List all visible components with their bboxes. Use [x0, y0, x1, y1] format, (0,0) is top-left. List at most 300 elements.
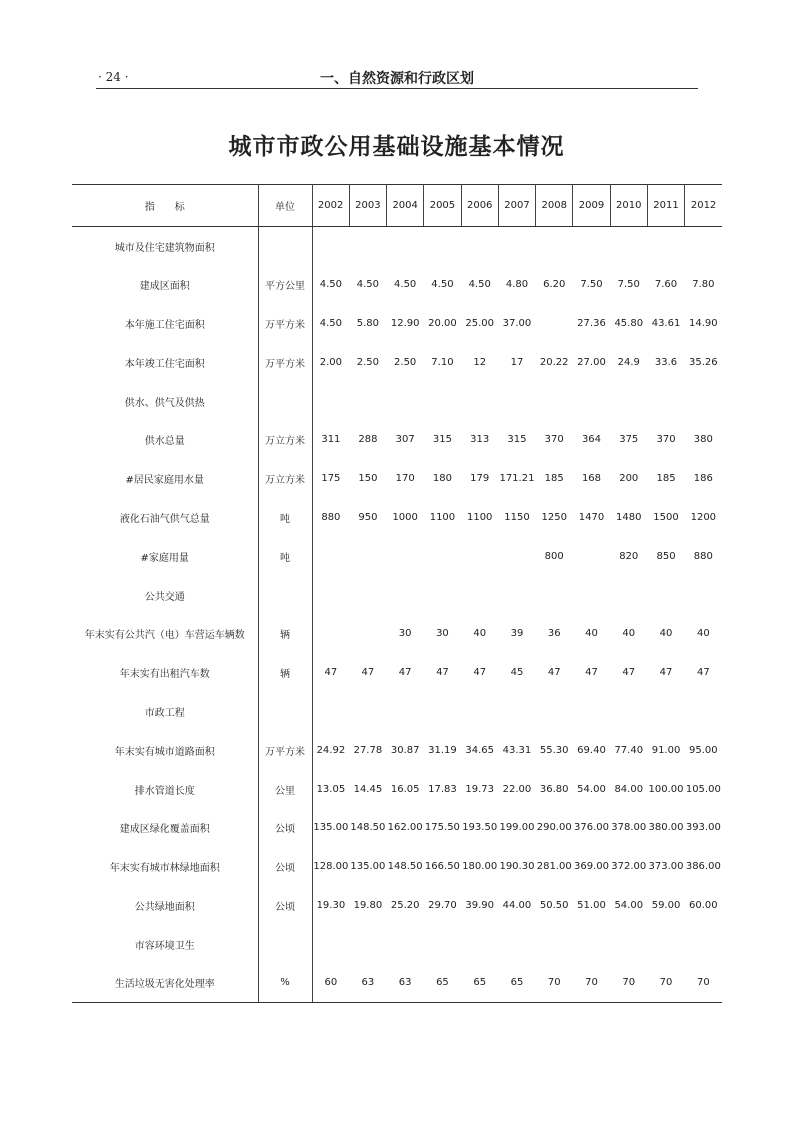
value-cell: 150: [358, 473, 378, 485]
value-cell: 313: [470, 434, 490, 446]
value-cell: 820: [619, 550, 639, 562]
value-cell: [573, 227, 610, 266]
page-number: · 24 ·: [98, 70, 129, 84]
value-cell: 380.00: [648, 822, 684, 834]
value-cell: 25.20: [390, 899, 420, 911]
value-cell: 17.83: [428, 783, 457, 795]
value-cell: [498, 925, 535, 964]
value-cell: 17: [510, 356, 524, 368]
value-cell: 54.00: [614, 899, 644, 911]
value-cell: [387, 576, 424, 615]
value-cell: 34.65: [465, 744, 495, 756]
value-cell: 84.00: [614, 783, 644, 795]
value-cell: [424, 692, 461, 731]
unit-cell: 万立方米: [258, 459, 312, 498]
value-cell: 30: [398, 628, 412, 640]
value-cell: 4.50: [356, 279, 380, 291]
value-cell: 1200: [690, 511, 717, 523]
category-label: 城市及住宅建筑物面积: [72, 227, 258, 266]
value-cell: [610, 692, 647, 731]
value-cell: 199.00: [499, 822, 535, 834]
table-row: [72, 343, 722, 382]
unit-cell: 吨: [258, 498, 312, 537]
value-cell: 24.92: [316, 744, 346, 756]
unit-cell: 万平方米: [258, 731, 312, 770]
unit-cell: 万平方米: [258, 304, 312, 343]
value-cell: [647, 925, 684, 964]
value-cell: 375: [619, 434, 639, 446]
value-cell: 60: [312, 964, 349, 1003]
value-cell: 36: [547, 628, 561, 640]
value-cell: 45.80: [614, 317, 644, 329]
value-cell: 44.00: [502, 899, 532, 911]
value-cell: [536, 692, 573, 731]
unit-cell: 公里: [258, 770, 312, 809]
value-cell: 20.22: [539, 356, 569, 368]
value-cell: 1150: [504, 511, 530, 523]
value-cell: 880: [693, 550, 713, 562]
category-label: 市政工程: [72, 692, 258, 731]
table-row: [72, 886, 722, 925]
value-cell: [647, 576, 684, 615]
value-cell: 40: [659, 628, 673, 640]
year-header: 2012: [685, 185, 722, 227]
value-cell: 19.80: [353, 899, 383, 911]
value-cell: [424, 925, 461, 964]
value-cell: 91.00: [651, 744, 681, 756]
indicator-header: 指 标: [72, 185, 258, 227]
value-cell: 7.10: [431, 356, 454, 368]
table-row: [72, 653, 722, 692]
value-cell: 47: [622, 667, 636, 679]
value-cell: 2.50: [356, 356, 380, 368]
value-cell: 51.00: [577, 899, 606, 911]
value-cell: [387, 227, 424, 266]
value-cell: [387, 692, 424, 731]
table-row: [72, 964, 722, 1003]
table-row: [72, 808, 722, 847]
value-cell: 69.40: [577, 744, 606, 756]
value-cell: 100.00: [648, 783, 684, 795]
value-cell: 2.00: [319, 356, 343, 368]
value-cell: 27.78: [353, 744, 383, 756]
value-cell: 166.50: [424, 861, 460, 873]
table-row: [72, 925, 722, 964]
value-cell: [647, 382, 684, 421]
indicator-label: 排水管道长度: [72, 770, 258, 809]
value-cell: [610, 227, 647, 266]
unit-cell: [258, 576, 312, 615]
value-cell: [573, 692, 610, 731]
year-header: 2005: [424, 185, 461, 227]
indicator-label: 建成区绿化覆盖面积: [72, 808, 258, 847]
value-cell: [387, 382, 424, 421]
value-cell: 370: [544, 434, 564, 446]
indicator-label: 年末实有城市道路面积: [72, 731, 258, 770]
table-row: [72, 227, 722, 266]
value-cell: 47: [324, 667, 338, 679]
category-label: 供水、供气及供热: [72, 382, 258, 421]
value-cell: 1480: [616, 511, 642, 523]
value-cell: 800: [544, 550, 564, 562]
value-cell: 22.00: [502, 783, 532, 795]
value-cell: 47: [436, 667, 449, 679]
unit-cell: [258, 227, 312, 266]
table-row: [72, 614, 722, 653]
value-cell: 186: [693, 473, 713, 485]
value-cell: [461, 537, 498, 576]
value-cell: 63: [349, 964, 386, 1003]
value-cell: [461, 692, 498, 731]
indicator-label: 建成区面积: [72, 265, 258, 304]
value-cell: [610, 382, 647, 421]
table-row: [72, 498, 722, 537]
value-cell: 386.00: [685, 861, 721, 873]
value-cell: 55.30: [539, 744, 569, 756]
value-cell: 7.80: [692, 279, 715, 291]
value-cell: 54.00: [577, 783, 606, 795]
value-cell: 376.00: [573, 822, 609, 834]
indicator-label: 年末实有公共汽（电）车营运车辆数: [72, 614, 258, 653]
value-cell: [498, 692, 535, 731]
year-header: 2011: [647, 185, 684, 227]
value-cell: [685, 227, 722, 266]
unit-cell: 辆: [258, 614, 312, 653]
value-cell: 200: [619, 473, 639, 485]
infrastructure-table: [72, 184, 722, 1003]
value-cell: 1500: [653, 511, 679, 523]
page-title: 城市市政公用基础设施基本情况: [228, 133, 565, 160]
value-cell: 373.00: [648, 861, 684, 873]
value-cell: 30.87: [390, 744, 420, 756]
value-cell: 45: [510, 667, 524, 679]
running-header: [96, 66, 698, 89]
value-cell: [424, 537, 461, 576]
value-cell: [685, 925, 722, 964]
year-header: 2003: [349, 185, 386, 227]
value-cell: [647, 227, 684, 266]
indicator-label: 液化石油气供气总量: [72, 498, 258, 537]
value-cell: [349, 576, 386, 615]
value-cell: [498, 576, 535, 615]
value-cell: 47: [398, 667, 412, 679]
value-cell: [536, 925, 573, 964]
value-cell: 950: [358, 511, 378, 523]
value-cell: 290.00: [536, 822, 572, 834]
value-cell: 179: [470, 473, 490, 485]
value-cell: 135.00: [350, 861, 386, 873]
value-cell: 39.90: [465, 899, 495, 911]
value-cell: [312, 614, 349, 653]
value-cell: 185: [656, 473, 676, 485]
value-cell: [536, 227, 573, 266]
value-cell: 7.50: [580, 279, 603, 291]
value-cell: 37.00: [502, 317, 532, 329]
value-cell: [349, 614, 386, 653]
value-cell: 95.00: [689, 744, 718, 756]
unit-cell: %: [258, 964, 312, 1003]
value-cell: 364: [581, 434, 602, 446]
table-row: [72, 692, 722, 731]
value-cell: 70: [573, 964, 610, 1003]
unit-cell: [258, 382, 312, 421]
value-cell: 14.45: [353, 783, 383, 795]
value-cell: 59.00: [651, 899, 681, 911]
value-cell: 25.00: [465, 317, 495, 329]
value-cell: 372.00: [611, 861, 647, 873]
value-cell: 12.90: [390, 317, 420, 329]
value-cell: 13.05: [316, 783, 346, 795]
unit-cell: 辆: [258, 653, 312, 692]
value-cell: [349, 537, 386, 576]
indicator-label: 公共绿地面积: [72, 886, 258, 925]
value-cell: 7.50: [617, 279, 640, 291]
value-cell: 47: [473, 667, 487, 679]
value-cell: [387, 537, 424, 576]
value-cell: 311: [321, 434, 341, 446]
value-cell: 39: [510, 628, 524, 640]
table-row: [72, 304, 722, 343]
value-cell: 190.30: [499, 861, 535, 873]
value-cell: 4.50: [394, 279, 417, 291]
value-cell: 47: [696, 667, 710, 679]
unit-header: 单位: [258, 185, 312, 227]
value-cell: 50.50: [539, 899, 569, 911]
value-cell: [685, 576, 722, 615]
value-cell: 40: [622, 628, 636, 640]
unit-cell: [258, 925, 312, 964]
value-cell: [424, 576, 461, 615]
value-cell: 135.00: [313, 822, 349, 834]
section-title: 一、自然资源和行政区划: [320, 71, 474, 87]
table-row: [72, 382, 722, 421]
value-cell: 380: [693, 434, 713, 446]
value-cell: 880: [321, 511, 341, 523]
value-cell: 2.50: [394, 356, 417, 368]
value-cell: 315: [507, 434, 527, 446]
value-cell: 378.00: [611, 822, 647, 834]
value-cell: [312, 537, 349, 576]
value-cell: 1100: [429, 511, 456, 523]
value-cell: 105.00: [685, 783, 721, 795]
unit-cell: 万立方米: [258, 420, 312, 459]
value-cell: [461, 925, 498, 964]
value-cell: 281.00: [536, 861, 572, 873]
value-cell: [498, 382, 535, 421]
value-cell: 19.73: [465, 783, 495, 795]
value-cell: 1000: [392, 511, 418, 523]
value-cell: 180.00: [462, 861, 498, 873]
unit-cell: 万平方米: [258, 343, 312, 382]
value-cell: 4.50: [468, 279, 491, 291]
table-row: [72, 537, 722, 576]
value-cell: [573, 537, 610, 576]
table-row: [72, 770, 722, 809]
indicator-label: #居民家庭用水量: [72, 459, 258, 498]
value-cell: [573, 576, 610, 615]
value-cell: 5.80: [356, 317, 380, 329]
year-header: 2006: [461, 185, 498, 227]
indicator-label: 本年竣工住宅面积: [72, 343, 258, 382]
value-cell: 315: [432, 434, 452, 446]
value-cell: 60.00: [689, 899, 718, 911]
value-cell: [498, 227, 535, 266]
value-cell: 1100: [466, 511, 493, 523]
unit-cell: 公顷: [258, 808, 312, 847]
value-cell: 193.50: [462, 822, 498, 834]
value-cell: 4.50: [431, 279, 454, 291]
indicator-label: 供水总量: [72, 420, 258, 459]
value-cell: 47: [361, 667, 375, 679]
value-cell: [685, 382, 722, 421]
value-cell: 70: [610, 964, 647, 1003]
value-cell: 19.30: [316, 899, 346, 911]
table-header-row: [72, 185, 722, 227]
value-cell: 1250: [541, 511, 567, 523]
indicator-label: 年末实有城市林绿地面积: [72, 847, 258, 886]
value-cell: 4.80: [505, 279, 529, 291]
value-cell: 168: [581, 473, 602, 485]
value-cell: [312, 925, 349, 964]
value-cell: [349, 227, 386, 266]
year-header: 2009: [573, 185, 610, 227]
value-cell: 33.6: [654, 356, 678, 368]
value-cell: 29.70: [428, 899, 457, 911]
value-cell: 35.26: [689, 356, 718, 368]
value-cell: 16.05: [390, 783, 420, 795]
value-cell: 70: [647, 964, 684, 1003]
value-cell: 63: [387, 964, 424, 1003]
unit-cell: 公顷: [258, 886, 312, 925]
value-cell: 307: [395, 434, 415, 446]
value-cell: [573, 382, 610, 421]
indicator-label: 年末实有出租汽车数: [72, 653, 258, 692]
value-cell: [461, 382, 498, 421]
value-cell: [573, 925, 610, 964]
value-cell: 171.21: [499, 473, 535, 485]
value-cell: [312, 692, 349, 731]
year-header: 2008: [536, 185, 573, 227]
value-cell: [610, 925, 647, 964]
year-header: 2007: [498, 185, 535, 227]
value-cell: 4.50: [319, 279, 343, 291]
value-cell: 175: [321, 473, 341, 485]
category-label: 市容环境卫生: [72, 925, 258, 964]
value-cell: [536, 304, 573, 343]
table-body: [72, 227, 722, 1003]
value-cell: 148.50: [350, 822, 386, 834]
value-cell: 43.31: [502, 744, 532, 756]
value-cell: [461, 576, 498, 615]
value-cell: 47: [547, 667, 561, 679]
value-cell: 288: [358, 434, 378, 446]
table-row: [72, 420, 722, 459]
year-header: 2004: [387, 185, 424, 227]
value-cell: [461, 227, 498, 266]
value-cell: 40: [585, 628, 598, 640]
value-cell: 70: [685, 964, 722, 1003]
value-cell: 65: [461, 964, 498, 1003]
value-cell: [312, 227, 349, 266]
value-cell: 27.36: [577, 317, 606, 329]
value-cell: [610, 576, 647, 615]
value-cell: 369.00: [573, 861, 609, 873]
value-cell: 4.50: [319, 317, 343, 329]
value-cell: [498, 537, 535, 576]
table-row: [72, 731, 722, 770]
unit-cell: 吨: [258, 537, 312, 576]
value-cell: 850: [656, 550, 676, 562]
value-cell: 43.61: [651, 317, 681, 329]
value-cell: 27.00: [577, 356, 606, 368]
value-cell: 12: [473, 356, 487, 368]
value-cell: 170: [395, 473, 415, 485]
value-cell: 180: [432, 473, 452, 485]
value-cell: [647, 692, 684, 731]
value-cell: [685, 692, 722, 731]
category-label: 公共交通: [72, 576, 258, 615]
value-cell: 40: [473, 628, 487, 640]
value-cell: 65: [424, 964, 461, 1003]
table-row: [72, 847, 722, 886]
value-cell: 148.50: [387, 861, 423, 873]
value-cell: 128.00: [313, 861, 349, 873]
indicator-label: 本年施工住宅面积: [72, 304, 258, 343]
value-cell: 40: [696, 628, 710, 640]
value-cell: 370: [656, 434, 676, 446]
unit-cell: [258, 692, 312, 731]
category-label: 生活垃圾无害化处理率: [72, 964, 258, 1003]
value-cell: 175.50: [424, 822, 460, 834]
value-cell: 31.19: [428, 744, 457, 756]
value-cell: [424, 227, 461, 266]
value-cell: [424, 382, 461, 421]
year-header: 2010: [610, 185, 647, 227]
table-row: [72, 265, 722, 304]
value-cell: 185: [544, 473, 564, 485]
value-cell: 47: [659, 667, 673, 679]
unit-cell: 公顷: [258, 847, 312, 886]
value-cell: [387, 925, 424, 964]
value-cell: 14.90: [689, 317, 718, 329]
value-cell: [349, 382, 386, 421]
value-cell: 20.00: [428, 317, 457, 329]
year-header: 2002: [312, 185, 349, 227]
value-cell: 162.00: [387, 822, 423, 834]
table-row: [72, 576, 722, 615]
table-row: [72, 459, 722, 498]
value-cell: 24.9: [617, 356, 640, 368]
value-cell: 70: [536, 964, 573, 1003]
value-cell: 1470: [578, 511, 605, 523]
value-cell: 47: [585, 667, 598, 679]
unit-cell: 平方公里: [258, 265, 312, 304]
value-cell: [536, 576, 573, 615]
value-cell: 30: [436, 628, 449, 640]
value-cell: [349, 925, 386, 964]
value-cell: 7.60: [654, 279, 678, 291]
value-cell: [312, 576, 349, 615]
value-cell: 77.40: [614, 744, 644, 756]
value-cell: 6.20: [543, 279, 566, 291]
value-cell: 36.80: [539, 783, 569, 795]
value-cell: [349, 692, 386, 731]
indicator-label: #家庭用量: [72, 537, 258, 576]
value-cell: 393.00: [685, 822, 721, 834]
value-cell: [312, 382, 349, 421]
value-cell: 65: [498, 964, 535, 1003]
value-cell: [536, 382, 573, 421]
